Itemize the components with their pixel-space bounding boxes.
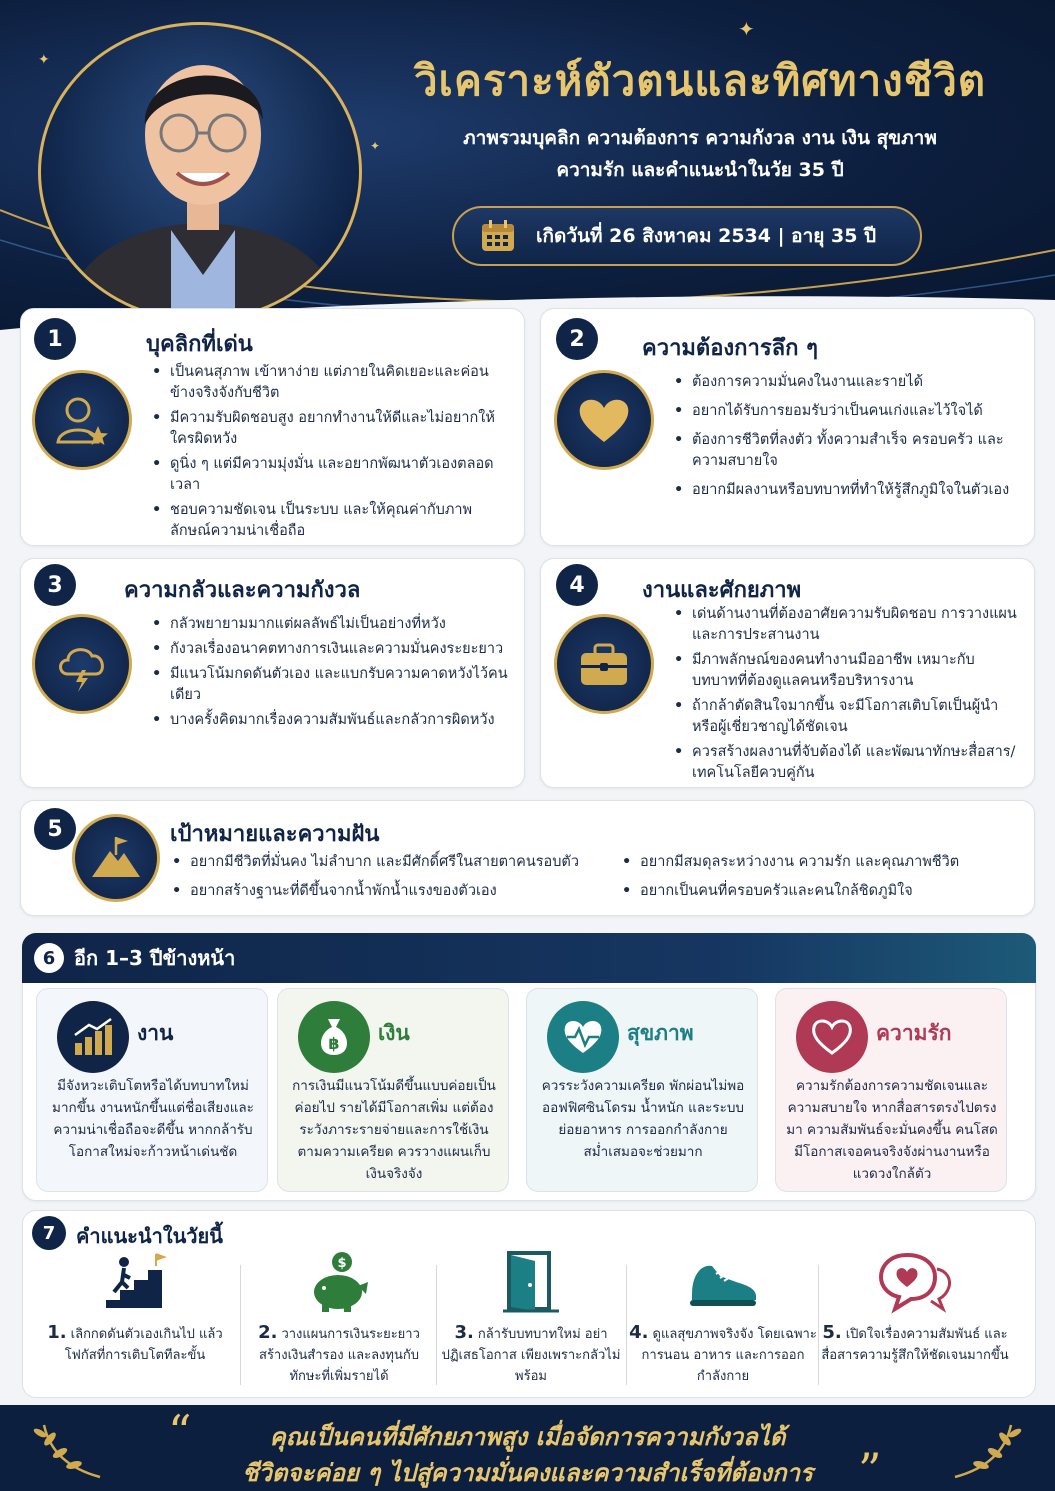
money-bag-icon [298,1001,370,1073]
laurel-right-icon [945,1419,1035,1481]
forecast-card-work [36,988,268,1192]
list-item: • มีภาพลักษณ์ของคนทำงานมืออาชีพ เหมาะกับบทบาทที่ต้องดูแลคนหรือบริหารงาน [670,650,1020,692]
forecast-card-love [775,988,1007,1192]
advice-5-text [820,1322,1010,1366]
forecast-money-text: การเงินมีแนวโน้มดีขึ้นแบบค่อยเป็นค่อยไป รายได้มีโอกาสเพิ่ม แต่ต้องระวังภาระรายจ่ายและการใช้เงินตามความเครียด ควรวางแผนเก็บเงินจริงจัง [292,1078,496,1182]
section-2-number: 2 [556,318,598,360]
section-5-title: เป้าหมายและความฝัน [170,822,380,847]
person-star-icon [32,370,132,470]
advice-3-label: กล้ารับบทบาทใหม่ อย่าปฏิเสธโอกาส เพียงเพราะกลัวไม่พร้อม [441,1327,621,1384]
svg-text:฿: ฿ [328,1034,340,1053]
advice-item-2 [244,1246,434,1387]
section-7-title: คำแนะนำในวัยนี้ [76,1224,223,1248]
section-5-list-right [618,852,1018,906]
svg-text:✦: ✦ [38,52,50,68]
advice-2-label: วางแผนการเงินระยะยาว สร้างเงินสำรอง และลงทุนกับทักษะที่เพิ่มรายได้ [259,1327,420,1384]
forecast-work-title: งาน [137,1021,174,1045]
list-item: • ต้องการความมั่นคงในงานและรายได้ [670,372,1020,393]
divider [626,1265,627,1385]
divider [240,1265,241,1385]
section-4-title: งานและศักยภาพ [642,578,802,603]
love-heart-icon [796,1001,868,1073]
section-6-header [22,933,1036,983]
header-banner [0,0,1055,330]
forecast-card-health [526,988,758,1192]
list-item: • อยากได้รับการยอมรับว่าเป็นคนเก่งและไว้ใจได้ [670,401,1020,422]
sneaker-icon [628,1246,818,1318]
chat-heart-icon [820,1246,1010,1318]
list-item: • อยากมีผลงานหรือบทบาทที่ทำให้รู้สึกภูมิใจในตัวเอง [670,480,1020,501]
section-7-number: 7 [32,1216,66,1250]
forecast-health-text: ควรระวังความเครียด พักผ่อนไม่พอ ออฟฟิศซินโดรม น้ำหนัก และระบบย่อยอาหาร การออกกำลังกายสม่ำเสมอจะช่วยมาก [541,1078,745,1160]
section-4-number: 4 [556,564,598,606]
advice-5-number: 5. [822,1322,842,1343]
section-2-list [670,372,1020,505]
piggy-bank-icon [244,1246,434,1318]
subtitle-line-1: ภาพรวมบุคลิก ความต้องการ ความกังวล งาน เงิน สุขภาพ [463,127,937,149]
svg-text:$: $ [337,1256,347,1271]
svg-text:✦: ✦ [370,139,381,153]
forecast-card-money [277,988,509,1192]
advice-2-text [244,1322,434,1387]
list-item: • ควรสร้างผลงานที่จับต้องได้ และพัฒนาทักษะสื่อสาร/เทคโนโลยีควบคู่กัน [670,742,1020,784]
forecast-money-title: เงิน [378,1021,410,1045]
climbing-stairs-icon [40,1246,230,1318]
advice-1-label: เลิกกดดันตัวเองเกินไป แล้วโฟกัสที่การเติบโตทีละขั้น [64,1327,223,1363]
advice-4-label: ดูแลสุขภาพจริงจัง โดยเฉพาะการนอน อาหาร และการออกกำลังกาย [641,1327,817,1384]
list-item: • กังวลเรื่องอนาคตทางการเงินและความมั่นคงระยะยาว [148,639,508,660]
close-quote-mark: ” [858,1443,882,1491]
advice-item-3 [436,1246,626,1387]
quote-line-1: คุณเป็นคนที่มีศักยภาพสูง เมื่อจัดการความกังวลได้ [269,1423,786,1451]
birth-info-pill [452,206,922,266]
advice-item-1 [40,1246,230,1366]
quote-line-2: ชีวิตจะค่อย ๆ ไปสู่ความมั่นคงและความสำเร็จที่ต้องการ [242,1459,813,1487]
advice-item-5 [820,1246,1010,1366]
mountain-flag-icon [72,814,160,902]
forecast-love-text: ความรักต้องการความชัดเจนและความสบายใจ หากสื่อสารตรงไปตรงมา ความสัมพันธ์จะมั่นคงขึ้น คนโสดมีโอกาสเจอคนจริงจังผ่านงานหรือแวดวงใกล้ตัว [786,1078,998,1182]
list-item: • กลัวพยายามมากแต่ผลลัพธ์ไม่เป็นอย่างที่หวัง [148,614,508,635]
advice-item-4 [628,1246,818,1387]
heart-icon [554,370,654,470]
section-1-number: 1 [34,318,76,360]
list-item: • ดูนิ่ง ๆ แต่มีความมุ่งมั่น และอยากพัฒนาตัวเองตลอดเวลา [148,454,508,496]
list-item: • อยากมีสมดุลระหว่างงาน ความรัก และคุณภาพชีวิต [618,852,1018,873]
list-item: • บางครั้งคิดมากเรื่องความสัมพันธ์และกลัวการผิดหวัง [148,710,508,731]
open-quote-mark: “ [168,1405,192,1459]
subtitle-line-2: ความรัก และคำแนะนำในวัย 35 ปี [556,159,844,181]
list-item: • อยากเป็นคนที่ครอบครัวและคนใกล้ชิดภูมิใจ [618,881,1018,902]
advice-4-number: 4. [629,1322,649,1343]
forecast-health-title: สุขภาพ [627,1021,694,1045]
page-subtitle [390,122,1010,186]
section-2-title: ความต้องการลึก ๆ [642,336,818,361]
forecast-work-text: มีจังหวะเติบโตหรือได้บทบาทใหม่มากขึ้น งานหนักขึ้นแต่ชื่อเสียงและความน่าเชื่อถือจะดีขึ้น หากกล้ารับโอกาสใหม่จะก้าวหน้าเด่นชัด [52,1078,254,1160]
divider [818,1265,819,1385]
section-6-title: อีก 1–3 ปีข้างหน้า [74,946,236,970]
section-5-number: 5 [34,808,76,850]
list-item: • ถ้ากล้าตัดสินใจมากขึ้น จะมีโอกาสเติบโตเป็นผู้นำหรือผู้เชี่ยวชาญได้ชัดเจน [670,696,1020,738]
section-4-list [670,604,1020,788]
advice-4-text [628,1322,818,1387]
storm-cloud-icon [32,614,132,714]
laurel-left-icon [20,1419,110,1481]
list-item: • ชอบความชัดเจน เป็นระบบ และให้คุณค่ากับภาพลักษณ์ความน่าเชื่อถือ [148,500,508,542]
section-3-number: 3 [34,564,76,606]
advice-1-text [40,1322,230,1366]
growth-chart-icon [57,1001,129,1073]
section-1-title: บุคลิกที่เด่น [146,332,253,357]
list-item: • อยากมีชีวิตที่มั่นคง ไม่ลำบาก และมีศักดิ์ศรีในสายตาคนรอบตัว [168,852,618,873]
forecast-love-title: ความรัก [876,1021,952,1045]
page-title: วิเคราะห์ตัวตนและทิศทางชีวิต [413,56,987,105]
birth-info-text: เกิดวันที่ 26 สิงหาคม 2534 | อายุ 35 ปี [536,225,877,247]
advice-3-text [436,1322,626,1387]
heartbeat-icon [547,1001,619,1073]
list-item: • เป็นคนสุภาพ เข้าหาง่าย แต่ภายในคิดเยอะและค่อนข้างจริงจังกับชีวิต [148,362,508,404]
list-item: • อยากสร้างฐานะที่ดีขึ้นจากน้ำพักน้ำแรงของตัวเอง [168,881,618,902]
section-5-list-left [168,852,618,906]
open-door-icon [436,1246,626,1318]
list-item: • มีแนวโน้มกดดันตัวเอง และแบกรับความคาดหวังไว้คนเดียว [148,664,508,706]
advice-2-number: 2. [258,1322,278,1343]
section-1-list [148,362,508,546]
section-6-number: 6 [34,943,64,973]
svg-text:✦: ✦ [738,17,755,41]
section-3-list [148,614,508,735]
briefcase-icon [554,614,654,714]
list-item: • เด่นด้านงานที่ต้องอาศัยความรับผิดชอบ การวางแผน และการประสานงาน [670,604,1020,646]
calendar-icon [480,219,516,253]
section-3-title: ความกลัวและความกังวล [124,578,361,603]
advice-5-label: เปิดใจเรื่องความสัมพันธ์ และสื่อสารความรู้สึกให้ชัดเจนมากขึ้น [821,1327,1009,1363]
profile-photo [38,22,362,322]
advice-1-number: 1. [47,1322,67,1343]
list-item: • มีความรับผิดชอบสูง อยากทำงานให้ดีและไม่อยากให้ใครผิดหวัง [148,408,508,450]
list-item: • ต้องการชีวิตที่ลงตัว ทั้งความสำเร็จ ครอบครัว และความสบายใจ [670,430,1020,472]
footer-quote-banner [0,1405,1055,1491]
advice-3-number: 3. [454,1322,474,1343]
